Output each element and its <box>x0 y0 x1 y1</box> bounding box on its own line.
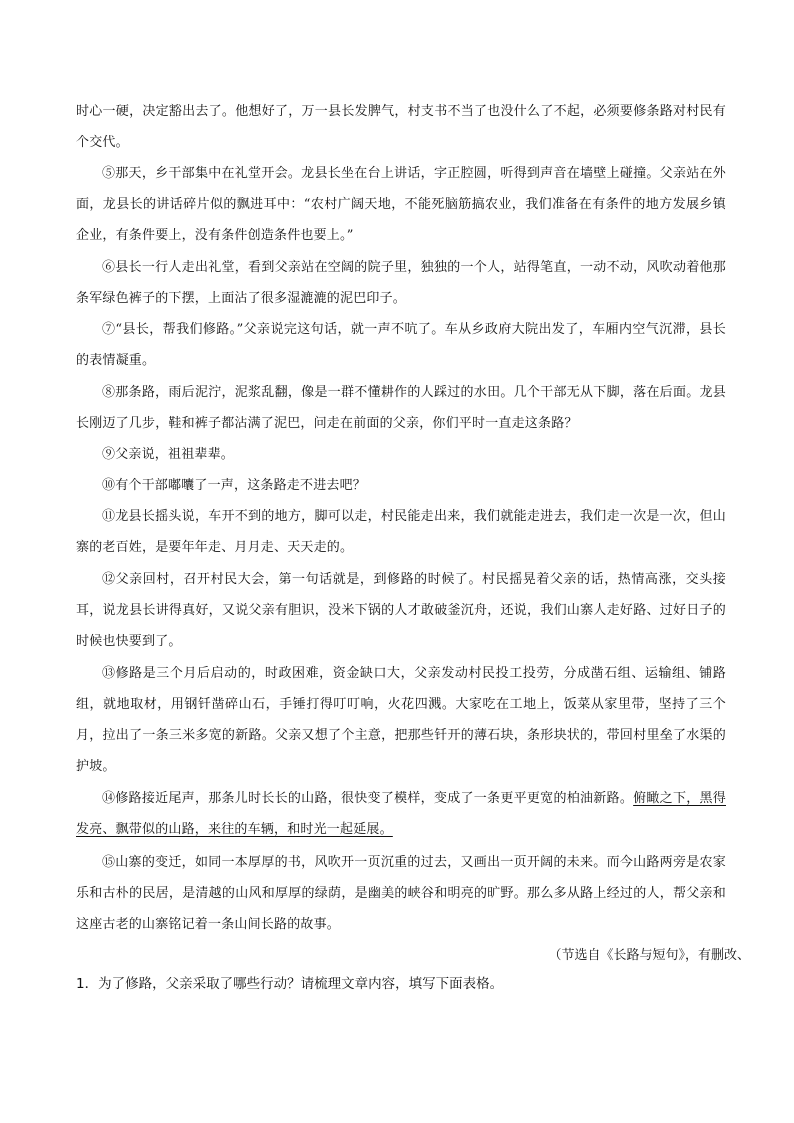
paragraph-14 <box>76 783 726 845</box>
question-1: 1．为了修路，父亲采取了哪些行动？请梳理文章内容，填写下面表格。 <box>76 976 504 992</box>
paragraph-6: ⑥县长一行人走出礼堂，看到父亲站在空阔的院子里，独独的一个人，站得笔直，一动不动，风吹动着他那条军绿色裤子的下摆，上面沾了很多湿漉漉的泥巴印子。 <box>76 260 726 306</box>
paragraph-10: ⑩有个干部嘟囔了一声，这条路走不进去吧？ <box>102 478 367 493</box>
paragraph-15: ⑮山寨的变迁，如同一本厚厚的书，风吹开一页沉重的过去，又画出一页开阔的未来。而今山路两旁是农家乐和古朴的民居，是清越的山风和厚厚的绿荫，是幽美的峡谷和明亮的旷野。那么多从路上经过的人，帮父亲和这座古老的山寨铭记着一条山间长路的故事。 <box>76 855 726 932</box>
paragraph-9: ⑨父亲说，祖祖辈辈。 <box>102 447 235 462</box>
paragraph-continued: 时心一硬，决定豁出去了。他想好了，万一县长发脾气，村支书不当了也没什么了不起，必须要修条路对村民有个交代。 <box>76 104 726 150</box>
paragraph-13: ⑬修路是三个月后启动的，时政困难，资金缺口大，父亲发动村民投工投劳，分成凿石组、运输组、铺路组，就地取材，用钢钎凿碎山石，手锤打得叮叮响，火花四溅。大家吃在工地上，饭菜从家里带，坚持了三个月，拉出了一条三米多宽的新路。父亲又想了个主意，把那些钎开的薄石块，条形块状的，带回村里垒了水渠的护坡。 <box>76 666 726 774</box>
paragraph-14-text: ⑭修路接近尾声，那条儿时长长的山路，很快变了模样，变成了一条更平更宽的柏油新路。 <box>102 791 634 806</box>
paragraph-7: ⑦“县长，帮我们修路。”父亲说完这句话，就一声不吭了。车从乡政府大院出发了，车厢内空气沉滞，县长的表情凝重。 <box>76 322 726 368</box>
paragraph-8: ⑧那条路，雨后泥泞，泥浆乱翻，像是一群不懂耕作的人踩过的水田。几个干部无从下脚，落在后面。龙县长刚迈了几步，鞋和裤子都沾满了泥巴，问走在前面的父亲，你们平时一直走这条路？ <box>76 385 726 431</box>
underlined-sentence: 俯瞰之下，黑得发亮、飘带似的山路，来往的车辆，和时光一起延展。 <box>76 791 726 837</box>
paragraph-11: ⑪龙县长摇头说，车开不到的地方，脚可以走，村民能走出来，我们就能走进去，我们走一次是一次，但山寨的老百姓，是要年年走、月月走、天天走的。 <box>76 509 726 555</box>
paragraph-12: ⑫父亲回村，召开村民大会，第一句话就是，到修路的时候了。村民摇晃着父亲的话，热情高涨，交头接耳，说龙县长讲得真好，又说父亲有胆识，没米下锅的人才敢破釜沉舟，还说，我们山寨人走好路、过好日子的时候也快要到了。 <box>76 572 726 649</box>
paragraph-5: ⑤那天，乡干部集中在礼堂开会。龙县长坐在台上讲话，字正腔圆，听得到声音在墙壁上碰撞。父亲站在外面，龙县长的讲话碎片似的飘进耳中：“农村广阔天地，不能死脑筋搞农业，我们准备在有条件的地方发展乡镇企业，有条件要上，没有条件创造条件也要上。” <box>76 166 726 243</box>
source-note: （节选自《长路与短句》，有删改、 <box>548 948 750 963</box>
